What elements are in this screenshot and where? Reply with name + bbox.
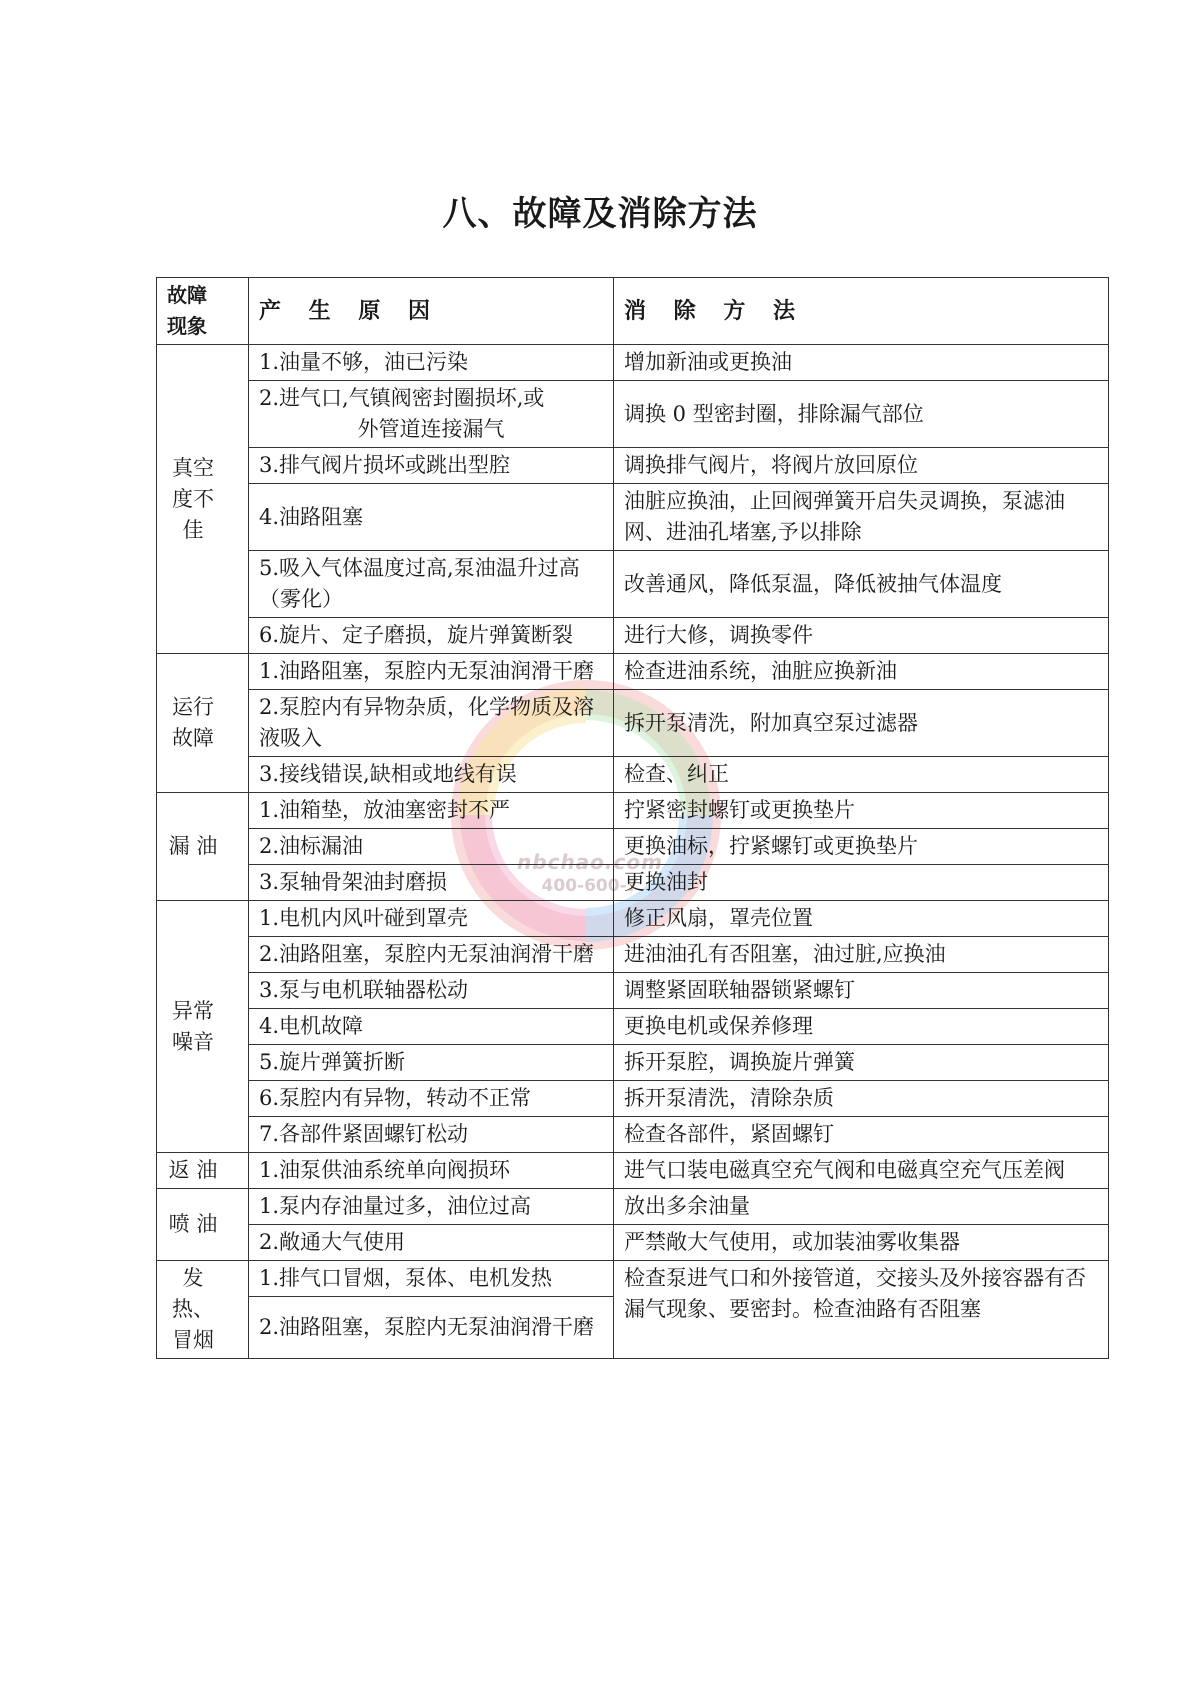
remedy-cell: 检查各部件，紧固螺钉 [614,1117,1109,1153]
page-title: 八、故障及消除方法 [442,194,758,234]
table-row [157,937,1109,973]
table-row [157,1045,1109,1081]
header-remedy: 消 除 方 法 [614,278,1109,345]
remedy-cell: 进行大修，调换零件 [614,618,1109,654]
cause-cell: 3.泵与电机联轴器松动 [249,973,614,1009]
cause-cell: 3.接线错误,缺相或地线有误 [249,757,614,793]
fault-table [156,277,1109,1359]
table-header-row [157,278,1109,345]
remedy-cell: 检查进油系统，油脏应换新油 [614,654,1109,690]
remedy-cell: 更换油标，拧紧螺钉或更换垫片 [614,829,1109,865]
remedy-cell: 放出多余油量 [614,1189,1109,1225]
cause-cell: 2.进气口,气镇阀密封圈损坏,或 外管道连接漏气 [249,381,614,448]
cause-cell: 3.排气阀片损坏或跳出型腔 [249,448,614,484]
table-row [157,484,1109,551]
table-row [157,1153,1109,1189]
remedy-cell: 拆开泵腔，调换旋片弹簧 [614,1045,1109,1081]
remedy-cell: 拆开泵清洗，附加真空泵过滤器 [614,690,1109,757]
table-row [157,690,1109,757]
remedy-cell: 改善通风，降低泵温，降低被抽气体温度 [614,551,1109,618]
remedy-cell: 检查泵进气口和外接管道，交接头及外接容器有否漏气现象、要密封。检查油路有否阻塞 [614,1261,1109,1359]
cause-cell: 2.敞通大气使用 [249,1225,614,1261]
table-row [157,829,1109,865]
cause-cell: 4.油路阻塞 [249,484,614,551]
table-row [157,1117,1109,1153]
cause-cell: 3.泵轴骨架油封磨损 [249,865,614,901]
remedy-cell: 更换油封 [614,865,1109,901]
table-row [157,345,1109,381]
phenomenon-cell: 漏 油 [157,793,249,901]
cause-cell: 5.旋片弹簧折断 [249,1045,614,1081]
remedy-cell: 增加新油或更换油 [614,345,1109,381]
cause-cell: 6.旋片、定子磨损，旋片弹簧断裂 [249,618,614,654]
remedy-cell: 严禁敞大气使用，或加装油雾收集器 [614,1225,1109,1261]
remedy-cell: 拆开泵清洗，清除杂质 [614,1081,1109,1117]
remedy-cell: 进油油孔有否阻塞，油过脏,应换油 [614,937,1109,973]
cause-cell: 7.各部件紧固螺钉松动 [249,1117,614,1153]
header-phenomenon: 故障现象 [157,278,249,345]
table-row [157,865,1109,901]
table-row [157,381,1109,448]
cause-cell: 2.油路阻塞，泵腔内无泵油润滑干磨 [249,937,614,973]
cause-cell: 1.油量不够，油已污染 [249,345,614,381]
table-row [157,901,1109,937]
table-row [157,1009,1109,1045]
phenomenon-cell: 真空度不佳 [157,345,249,654]
cause-cell: 2.油标漏油 [249,829,614,865]
table-row [157,1081,1109,1117]
table-row [157,448,1109,484]
phenomenon-cell: 返 油 [157,1153,249,1189]
table-row [157,973,1109,1009]
remedy-cell: 更换电机或保养修理 [614,1009,1109,1045]
cause-cell: 1.油泵供油系统单向阀损环 [249,1153,614,1189]
header-cause: 产 生 原 因 [249,278,614,345]
remedy-cell: 调换排气阀片，将阀片放回原位 [614,448,1109,484]
table-row [157,1225,1109,1261]
cause-cell: 1.电机内风叶碰到罩壳 [249,901,614,937]
cause-cell: 1.油箱垫，放油塞密封不严 [249,793,614,829]
table-row [157,551,1109,618]
remedy-cell: 修正风扇，罩壳位置 [614,901,1109,937]
remedy-cell: 进气口装电磁真空充气阀和电磁真空充气压差阀 [614,1153,1109,1189]
cause-cell: 2.泵腔内有异物杂质，化学物质及溶液吸入 [249,690,614,757]
cause-cell: 2.油路阻塞，泵腔内无泵油润滑干磨 [249,1297,614,1359]
phenomenon-cell: 运行故障 [157,654,249,793]
cause-cell: 1.排气口冒烟，泵体、电机发热 [249,1261,614,1297]
cause-cell: 1.油路阻塞，泵腔内无泵油润滑干磨 [249,654,614,690]
table-row [157,793,1109,829]
watermark-phone: 400-600-7 [541,876,639,896]
table-row [157,1189,1109,1225]
remedy-cell: 调整紧固联轴器锁紧螺钉 [614,973,1109,1009]
cause-cell: 4.电机故障 [249,1009,614,1045]
remedy-cell: 油脏应换油，止回阀弹簧开启失灵调换，泵滤油网、进油孔堵塞,予以排除 [614,484,1109,551]
table-row [157,757,1109,793]
remedy-cell: 调换 0 型密封圈，排除漏气部位 [614,381,1109,448]
table-row [157,618,1109,654]
cause-cell: 1.泵内存油量过多，油位过高 [249,1189,614,1225]
table-row [157,1261,1109,1297]
phenomenon-cell: 发热、冒烟 [157,1261,249,1359]
remedy-cell: 检查、纠正 [614,757,1109,793]
table-row [157,654,1109,690]
phenomenon-cell: 异常噪音 [157,901,249,1153]
cause-cell: 5.吸入气体温度过高,泵油温升过高（雾化） [249,551,614,618]
cause-cell: 6.泵腔内有异物，转动不正常 [249,1081,614,1117]
watermark-site: nbchao.com [517,850,663,874]
remedy-cell: 拧紧密封螺钉或更换垫片 [614,793,1109,829]
phenomenon-cell: 喷 油 [157,1189,249,1261]
